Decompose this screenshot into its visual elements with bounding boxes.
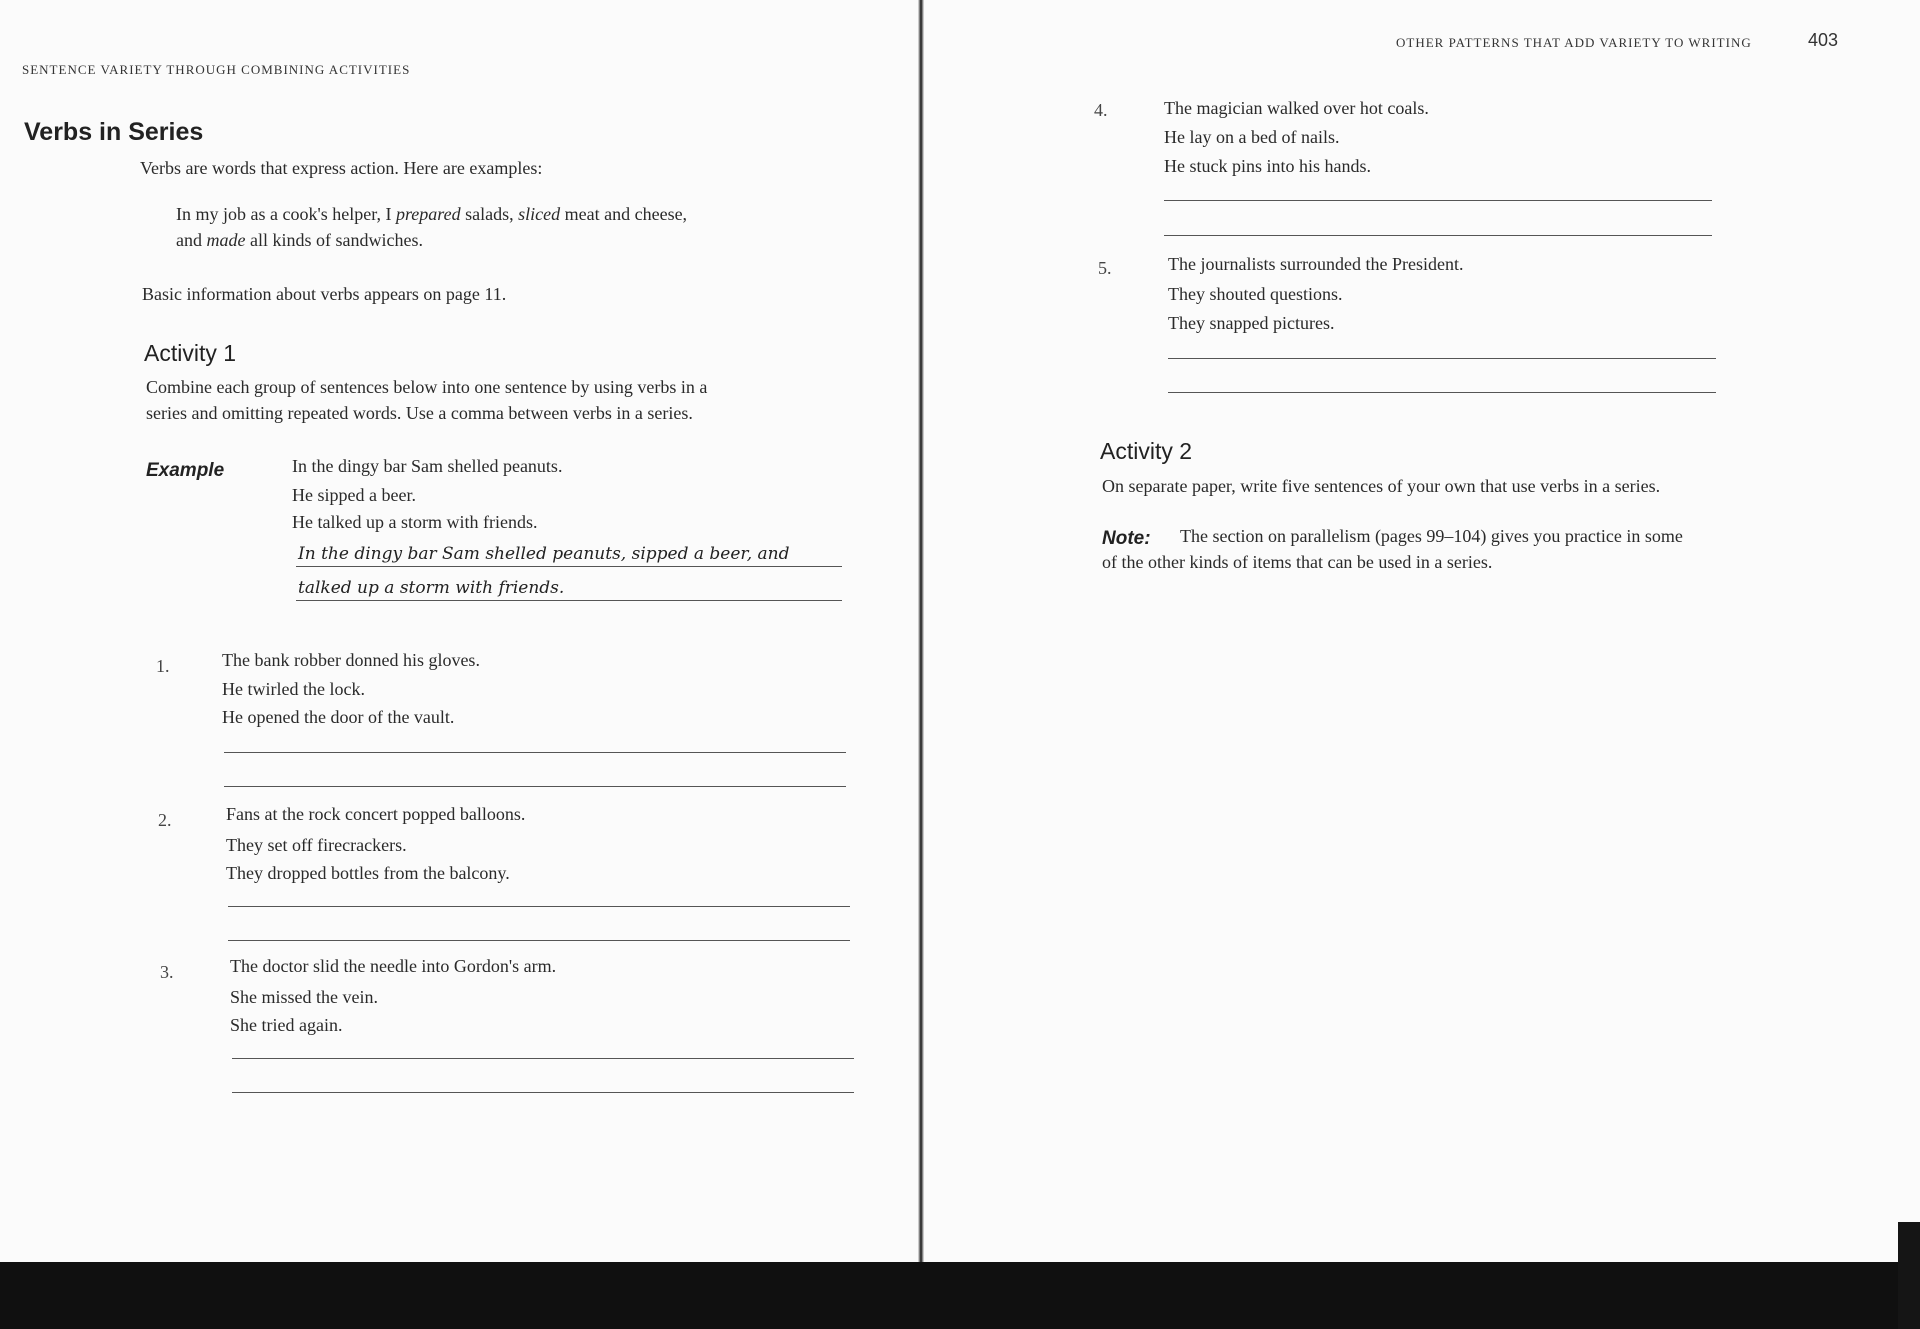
answer-line[interactable] [228,906,850,907]
scan-right-edge [1898,1222,1920,1329]
example-answer-line-2: talked up a storm with friends. [298,578,565,598]
basic-info-text: Basic information about verbs appears on page 11. [142,284,507,304]
item-number: 5. [1098,258,1112,278]
answer-line[interactable] [232,1058,854,1059]
item-number: 4. [1094,100,1108,120]
item-number: 3. [160,962,174,982]
item-sentence: They dropped bottles from the balcony. [226,863,510,883]
example-sentence: In the dingy bar Sam shelled peanuts. [292,456,563,476]
activity-1-instructions-line-2: series and omitting repeated words. Use a comma between verbs in a series. [146,403,693,423]
item-sentence: The journalists surrounded the President. [1168,254,1464,274]
example-answer-line-1: In the dingy bar Sam shelled peanuts, sipped a beer, and [298,544,790,564]
right-page [928,0,1920,1262]
note-text-line-2: of the other kinds of items that can be used in a series. [1102,552,1493,572]
answer-line[interactable] [228,940,850,941]
answer-line[interactable] [1168,392,1716,393]
item-sentence: The doctor slid the needle into Gordon's arm. [230,956,557,976]
activity-2-instructions: On separate paper, write five sentences of your own that use verbs in a series. [1102,476,1661,496]
answer-line[interactable] [1164,200,1712,201]
example-sentence: He sipped a beer. [292,485,416,505]
scan-bottom-shadow [0,1262,1920,1329]
activity-2-title: Activity 2 [1100,438,1193,464]
left-page [0,0,918,1262]
item-sentence: Fans at the rock concert popped balloons. [226,804,526,824]
answer-line[interactable] [224,786,846,787]
intro-text: Verbs are words that express action. Here are examples: [140,158,543,178]
answer-line [296,566,842,567]
page-number: 403 [1808,30,1839,50]
example-label: Example [146,460,225,481]
example-sentence-line-2: and made all kinds of sandwiches. [176,230,423,250]
answer-line[interactable] [1168,358,1716,359]
item-sentence: They shouted questions. [1168,284,1343,304]
note-text-line-1: The section on parallelism (pages 99–104) gives you practice in some [1180,526,1683,546]
item-sentence: She missed the vein. [230,987,378,1007]
item-number: 2. [158,810,172,830]
item-sentence: The bank robber donned his gloves. [222,650,480,670]
answer-line[interactable] [232,1092,854,1093]
item-number: 1. [156,656,170,676]
item-sentence: They snapped pictures. [1168,313,1335,333]
example-sentence: He talked up a storm with friends. [292,512,538,532]
item-sentence: He lay on a bed of nails. [1164,127,1340,147]
item-sentence: He opened the door of the vault. [222,707,455,727]
item-sentence: He stuck pins into his hands. [1164,156,1371,176]
section-title: Verbs in Series [24,118,204,146]
note-label: Note: [1102,528,1151,549]
item-sentence: He twirled the lock. [222,679,365,699]
left-running-head: SENTENCE VARIETY THROUGH COMBINING ACTIVITIES [22,62,411,77]
book-gutter [918,0,924,1262]
item-sentence: The magician walked over hot coals. [1164,98,1429,118]
answer-line [296,600,842,601]
answer-line[interactable] [1164,235,1712,236]
activity-1-instructions-line-1: Combine each group of sentences below into one sentence by using verbs in a [146,377,708,397]
right-running-head: OTHER PATTERNS THAT ADD VARIETY TO WRITING [1396,35,1752,50]
example-sentence-line-1: In my job as a cook's helper, I prepared salads, sliced meat and cheese, [176,204,688,224]
item-sentence: She tried again. [230,1015,343,1035]
answer-line[interactable] [224,752,846,753]
activity-1-title: Activity 1 [144,340,237,366]
item-sentence: They set off firecrackers. [226,835,407,855]
